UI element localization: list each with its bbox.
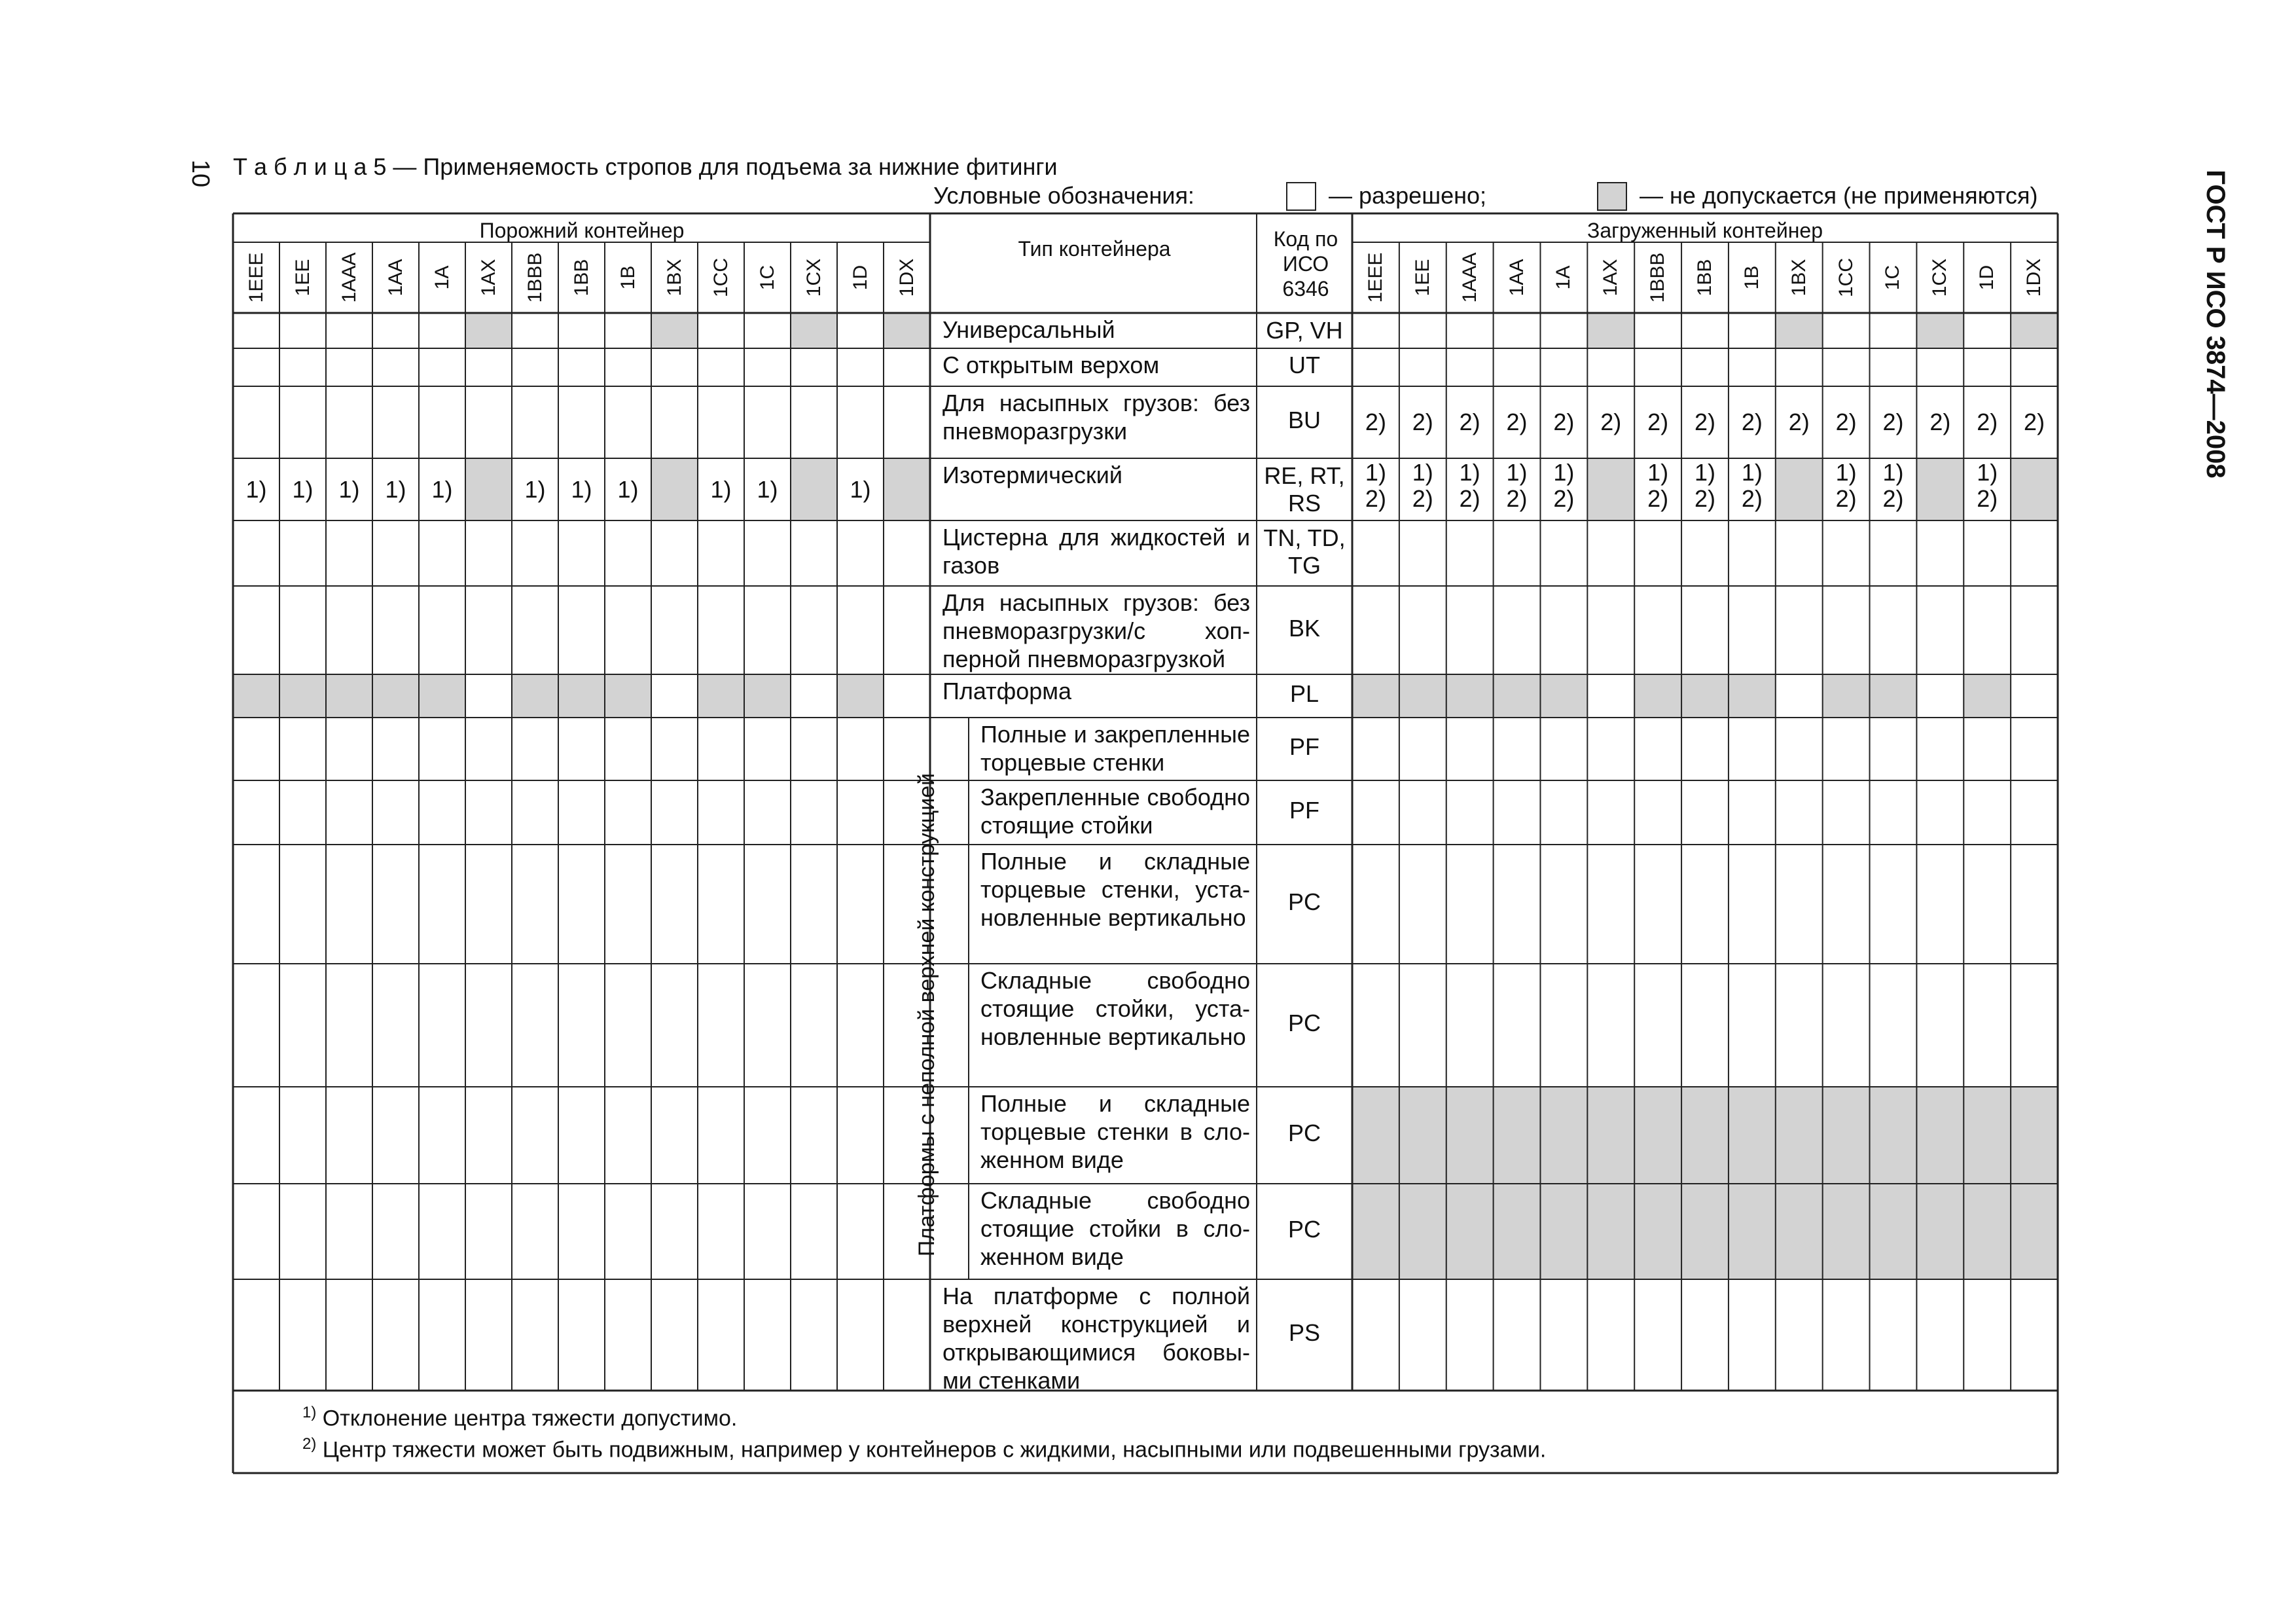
not-allowed-cell — [1776, 458, 1823, 520]
column-header-loaded: 1A — [1552, 265, 1575, 290]
not-allowed-cell — [465, 313, 512, 348]
loaded-container-header: Загруженный контейнер — [1587, 219, 1823, 242]
column-header-empty: 1D — [849, 264, 871, 291]
footnote-mark: 2) — [1647, 409, 1669, 435]
not-allowed-cell — [1916, 313, 1964, 348]
footnote-mark: 2) — [1929, 409, 1951, 435]
not-allowed-cell — [1399, 674, 1446, 718]
not-allowed-cell — [1729, 1087, 1776, 1184]
not-allowed-cell — [2011, 313, 2058, 348]
not-allowed-cell — [1916, 1087, 1964, 1184]
not-allowed-cell — [326, 674, 372, 718]
not-allowed-cell — [1399, 1184, 1446, 1279]
footnote-mark: 1) 2) — [1647, 459, 1669, 512]
not-allowed-cell — [1587, 458, 1634, 520]
not-allowed-cell — [1446, 1087, 1494, 1184]
legend-allowed-label: — разрешено; — [1329, 182, 1486, 209]
footnote-2-mark: 2) — [302, 1435, 317, 1453]
not-allowed-cell — [419, 674, 465, 718]
footnote-mark: 1) — [385, 475, 406, 503]
footnote-mark: 2) — [1459, 409, 1480, 435]
not-allowed-cell — [744, 674, 791, 718]
footnote-mark: 2) — [2024, 409, 2045, 435]
not-allowed-cell — [1446, 1184, 1494, 1279]
not-allowed-cell — [1870, 1184, 1917, 1279]
not-allowed-cell — [1776, 313, 1823, 348]
container-type: Платформа — [942, 678, 1072, 704]
not-allowed-cell — [2011, 458, 2058, 520]
not-allowed-cell — [465, 458, 512, 520]
not-allowed-cell — [233, 674, 279, 718]
not-allowed-cell — [1870, 674, 1917, 718]
footnote-mark: 2) — [1600, 409, 1622, 435]
not-allowed-cell — [1916, 458, 1964, 520]
empty-container-header: Порожний контейнер — [479, 219, 685, 242]
footnote-mark: 1) — [617, 475, 639, 503]
not-allowed-cell — [1964, 1087, 2011, 1184]
column-header-loaded: 1BB — [1694, 259, 1715, 297]
not-allowed-cell — [1352, 674, 1399, 718]
not-allowed-cell — [1776, 1184, 1823, 1279]
container-type: С открытым верхом — [942, 352, 1160, 378]
iso-code: PL — [1289, 680, 1319, 707]
legend-label: Условные обозначения: — [933, 182, 1194, 209]
table-caption: Т а б л и ц а 5 — Применяемость стропов для подъема за нижние фитинги — [233, 153, 1058, 180]
column-header-loaded: 1CX — [1929, 258, 1951, 297]
column-header-loaded: 1BX — [1787, 259, 1810, 297]
not-allowed-cell — [698, 674, 744, 718]
footnote-mark: 2) — [1365, 409, 1386, 435]
footnote-mark: 1) 2) — [1412, 459, 1433, 512]
not-allowed-cell — [1352, 1184, 1399, 1279]
iso-code: RE, RT, RS — [1264, 462, 1345, 517]
column-header-loaded: 1CC — [1835, 258, 1857, 298]
not-allowed-cell — [884, 458, 930, 520]
not-allowed-cell — [1352, 1087, 1399, 1184]
not-allowed-cell — [372, 674, 419, 718]
container-type: Полные и складные торцевые стенки, установленные вертикально — [980, 848, 1250, 931]
footnote-mark: 1) 2) — [1977, 459, 1998, 512]
not-allowed-cell — [1729, 1184, 1776, 1279]
footnote-mark: 1) 2) — [1365, 459, 1386, 512]
not-allowed-cell — [651, 313, 698, 348]
container-type: Для насыпных грузов: без пневморазгрузки/с хопперной пневморазгрузкой — [942, 589, 1250, 672]
footnote-mark: 1) — [524, 475, 546, 503]
footnote-2-text: Центр тяжести может быть подвижным, например у контейнеров с жидкими, насыпными или подвешенными грузами. — [322, 1437, 1547, 1463]
column-header-loaded: 1B — [1740, 265, 1763, 290]
footnote-mark: 2) — [1788, 409, 1810, 435]
not-allowed-cell — [1399, 1087, 1446, 1184]
iso-code: TN, TD, TG — [1263, 524, 1346, 579]
iso-code: UT — [1289, 352, 1320, 378]
not-allowed-cell — [1494, 1184, 1541, 1279]
column-header-loaded: 1BBB — [1647, 252, 1669, 303]
footnote-mark: 1) — [292, 475, 314, 503]
not-allowed-cell — [1587, 1184, 1634, 1279]
not-allowed-cell — [1964, 1184, 2011, 1279]
footnote-mark: 2) — [1835, 409, 1857, 435]
column-header-loaded: 1EE — [1411, 259, 1433, 297]
column-header-empty: 1BBB — [524, 252, 546, 303]
column-header-loaded: 1AX — [1600, 259, 1622, 297]
footnote-mark: 2) — [1882, 409, 1904, 435]
not-allowed-cell — [512, 674, 558, 718]
container-type: Полные и складные торцевые стенки в сложенном виде — [980, 1090, 1250, 1173]
not-allowed-cell — [1916, 1184, 1964, 1279]
not-allowed-cell — [1634, 1087, 1681, 1184]
footnote-mark: 1) — [338, 475, 360, 503]
not-allowed-cell — [2011, 1087, 2058, 1184]
footnote-mark: 2) — [1553, 409, 1575, 435]
footnote-mark: 1) 2) — [1506, 459, 1528, 512]
not-allowed-cell — [791, 313, 837, 348]
not-allowed-cell — [1634, 674, 1681, 718]
iso-code: PC — [1287, 888, 1321, 915]
container-type: Для насыпных грузов: без пневморазгрузки — [942, 390, 1250, 445]
not-allowed-cell — [837, 674, 884, 718]
column-header-empty: 1BX — [663, 259, 685, 297]
not-allowed-cell — [1681, 1184, 1729, 1279]
iso-code: BK — [1288, 614, 1321, 642]
footnote-mark: 2) — [1412, 409, 1433, 435]
footnote-mark: 1) 2) — [1459, 459, 1480, 512]
footnote-1-text: Отклонение центра тяжести допустимо. — [322, 1406, 738, 1431]
column-header-empty: 1EEE — [245, 252, 267, 303]
not-allowed-cell — [1634, 1184, 1681, 1279]
column-header-empty: 1C — [756, 264, 778, 291]
not-allowed-cell — [1729, 674, 1776, 718]
footnote-mark: 2) — [1977, 409, 1998, 435]
footnote-mark: 1) — [571, 475, 592, 503]
not-allowed-cell — [1681, 674, 1729, 718]
column-header-empty: 1B — [617, 265, 639, 290]
column-header-empty: 1AAA — [338, 252, 360, 303]
not-allowed-cell — [1587, 313, 1634, 348]
column-header-loaded: 1D — [1976, 264, 1998, 291]
container-type: Складные свободно стоящие стойки в сложенном виде — [980, 1187, 1250, 1270]
iso-code: PC — [1287, 1120, 1321, 1146]
column-header-empty: 1A — [431, 265, 453, 290]
page-number: 10 — [187, 159, 214, 188]
container-type: На платформе с полной верхней конструкцией и открывающимися боковыми стенками — [942, 1283, 1250, 1394]
iso-code: PS — [1288, 1319, 1321, 1346]
not-allowed-cell — [1870, 1087, 1917, 1184]
not-allowed-cell — [1587, 1087, 1634, 1184]
column-header-empty: 1AA — [384, 259, 406, 297]
standard-id: ГОСТ Р ИСО 3874—2008 — [2201, 170, 2230, 479]
not-allowed-cell — [558, 674, 605, 718]
footnote-mark: 1) 2) — [1835, 459, 1857, 512]
column-header-loaded: 1DX — [2023, 258, 2045, 297]
column-header-empty: 1BB — [570, 259, 592, 297]
column-header-loaded: 1AAA — [1458, 252, 1480, 303]
not-allowed-cell — [884, 313, 930, 348]
not-allowed-cell — [1964, 674, 2011, 718]
not-allowed-cell — [1494, 1087, 1541, 1184]
footnote-2 — [302, 1430, 1546, 1464]
footnote-mark: 1) 2) — [1694, 459, 1715, 512]
iso-code: PF — [1289, 733, 1319, 760]
column-header-loaded: 1EEE — [1364, 252, 1386, 303]
footnote-mark: 1) — [757, 475, 778, 503]
not-allowed-cell — [651, 458, 698, 520]
legend-not-allowed-label: — не допускается (не применяются) — [1640, 182, 2038, 209]
not-allowed-cell — [1823, 674, 1870, 718]
column-header-empty: 1CC — [709, 258, 732, 298]
container-type: Цистерна для жидкостей и газов — [942, 524, 1250, 579]
iso-code: PC — [1287, 1216, 1321, 1243]
group-label: Платформы с неполной верхней конструкцией — [914, 773, 939, 1257]
container-type: Закрепленные свободно стоящие стойки — [980, 784, 1250, 839]
not-allowed-cell — [1540, 1184, 1587, 1279]
not-allowed-cell — [1823, 1087, 1870, 1184]
footnote-mark: 1) — [431, 475, 453, 503]
footnote-1 — [302, 1398, 737, 1432]
container-type: Универсальный — [942, 316, 1115, 343]
not-allowed-cell — [1823, 1184, 1870, 1279]
container-type: Складные свободно стоящие стойки, установленные вертикально — [980, 967, 1250, 1050]
column-header-loaded: 1C — [1882, 264, 1904, 291]
footnote-mark: 1) — [245, 475, 267, 503]
container-type: Полные и закрепленные торцевые стенки — [980, 721, 1250, 776]
not-allowed-cell — [1776, 1087, 1823, 1184]
footnote-mark: 2) — [1506, 409, 1528, 435]
not-allowed-cell — [1540, 1087, 1587, 1184]
footnote-mark: 2) — [1741, 409, 1763, 435]
container-type-header: Тип контейнера — [1018, 237, 1171, 261]
iso-code-header: Код по ИСО 6346 — [1273, 227, 1338, 301]
footnote-mark: 1) 2) — [1882, 459, 1904, 512]
not-allowed-cell — [2011, 1184, 2058, 1279]
footnote-mark: 1) — [850, 475, 871, 503]
not-allowed-cell — [279, 674, 326, 718]
not-allowed-cell — [1494, 674, 1541, 718]
not-allowed-cell — [1446, 674, 1494, 718]
footnote-1-mark: 1) — [302, 1404, 317, 1421]
footnote-mark: 1) — [710, 475, 732, 503]
column-header-loaded: 1AA — [1505, 259, 1528, 297]
footnote-mark: 2) — [1694, 409, 1715, 435]
footnote-mark: 1) 2) — [1553, 459, 1575, 512]
not-allowed-cell — [791, 458, 837, 520]
iso-code: GP, VH — [1266, 317, 1343, 344]
iso-code: BU — [1287, 407, 1321, 433]
container-type: Изотермический — [942, 462, 1122, 488]
column-header-empty: 1EE — [291, 259, 314, 297]
column-header-empty: 1AX — [477, 259, 499, 297]
not-allowed-cell — [1540, 674, 1587, 718]
iso-code: PC — [1287, 1010, 1321, 1036]
not-allowed-cell — [1681, 1087, 1729, 1184]
column-header-empty: 1CX — [802, 258, 825, 297]
footnote-mark: 1) 2) — [1741, 459, 1763, 512]
not-allowed-cell — [605, 674, 651, 718]
column-header-empty: 1DX — [895, 258, 918, 297]
iso-code: PF — [1289, 797, 1319, 824]
